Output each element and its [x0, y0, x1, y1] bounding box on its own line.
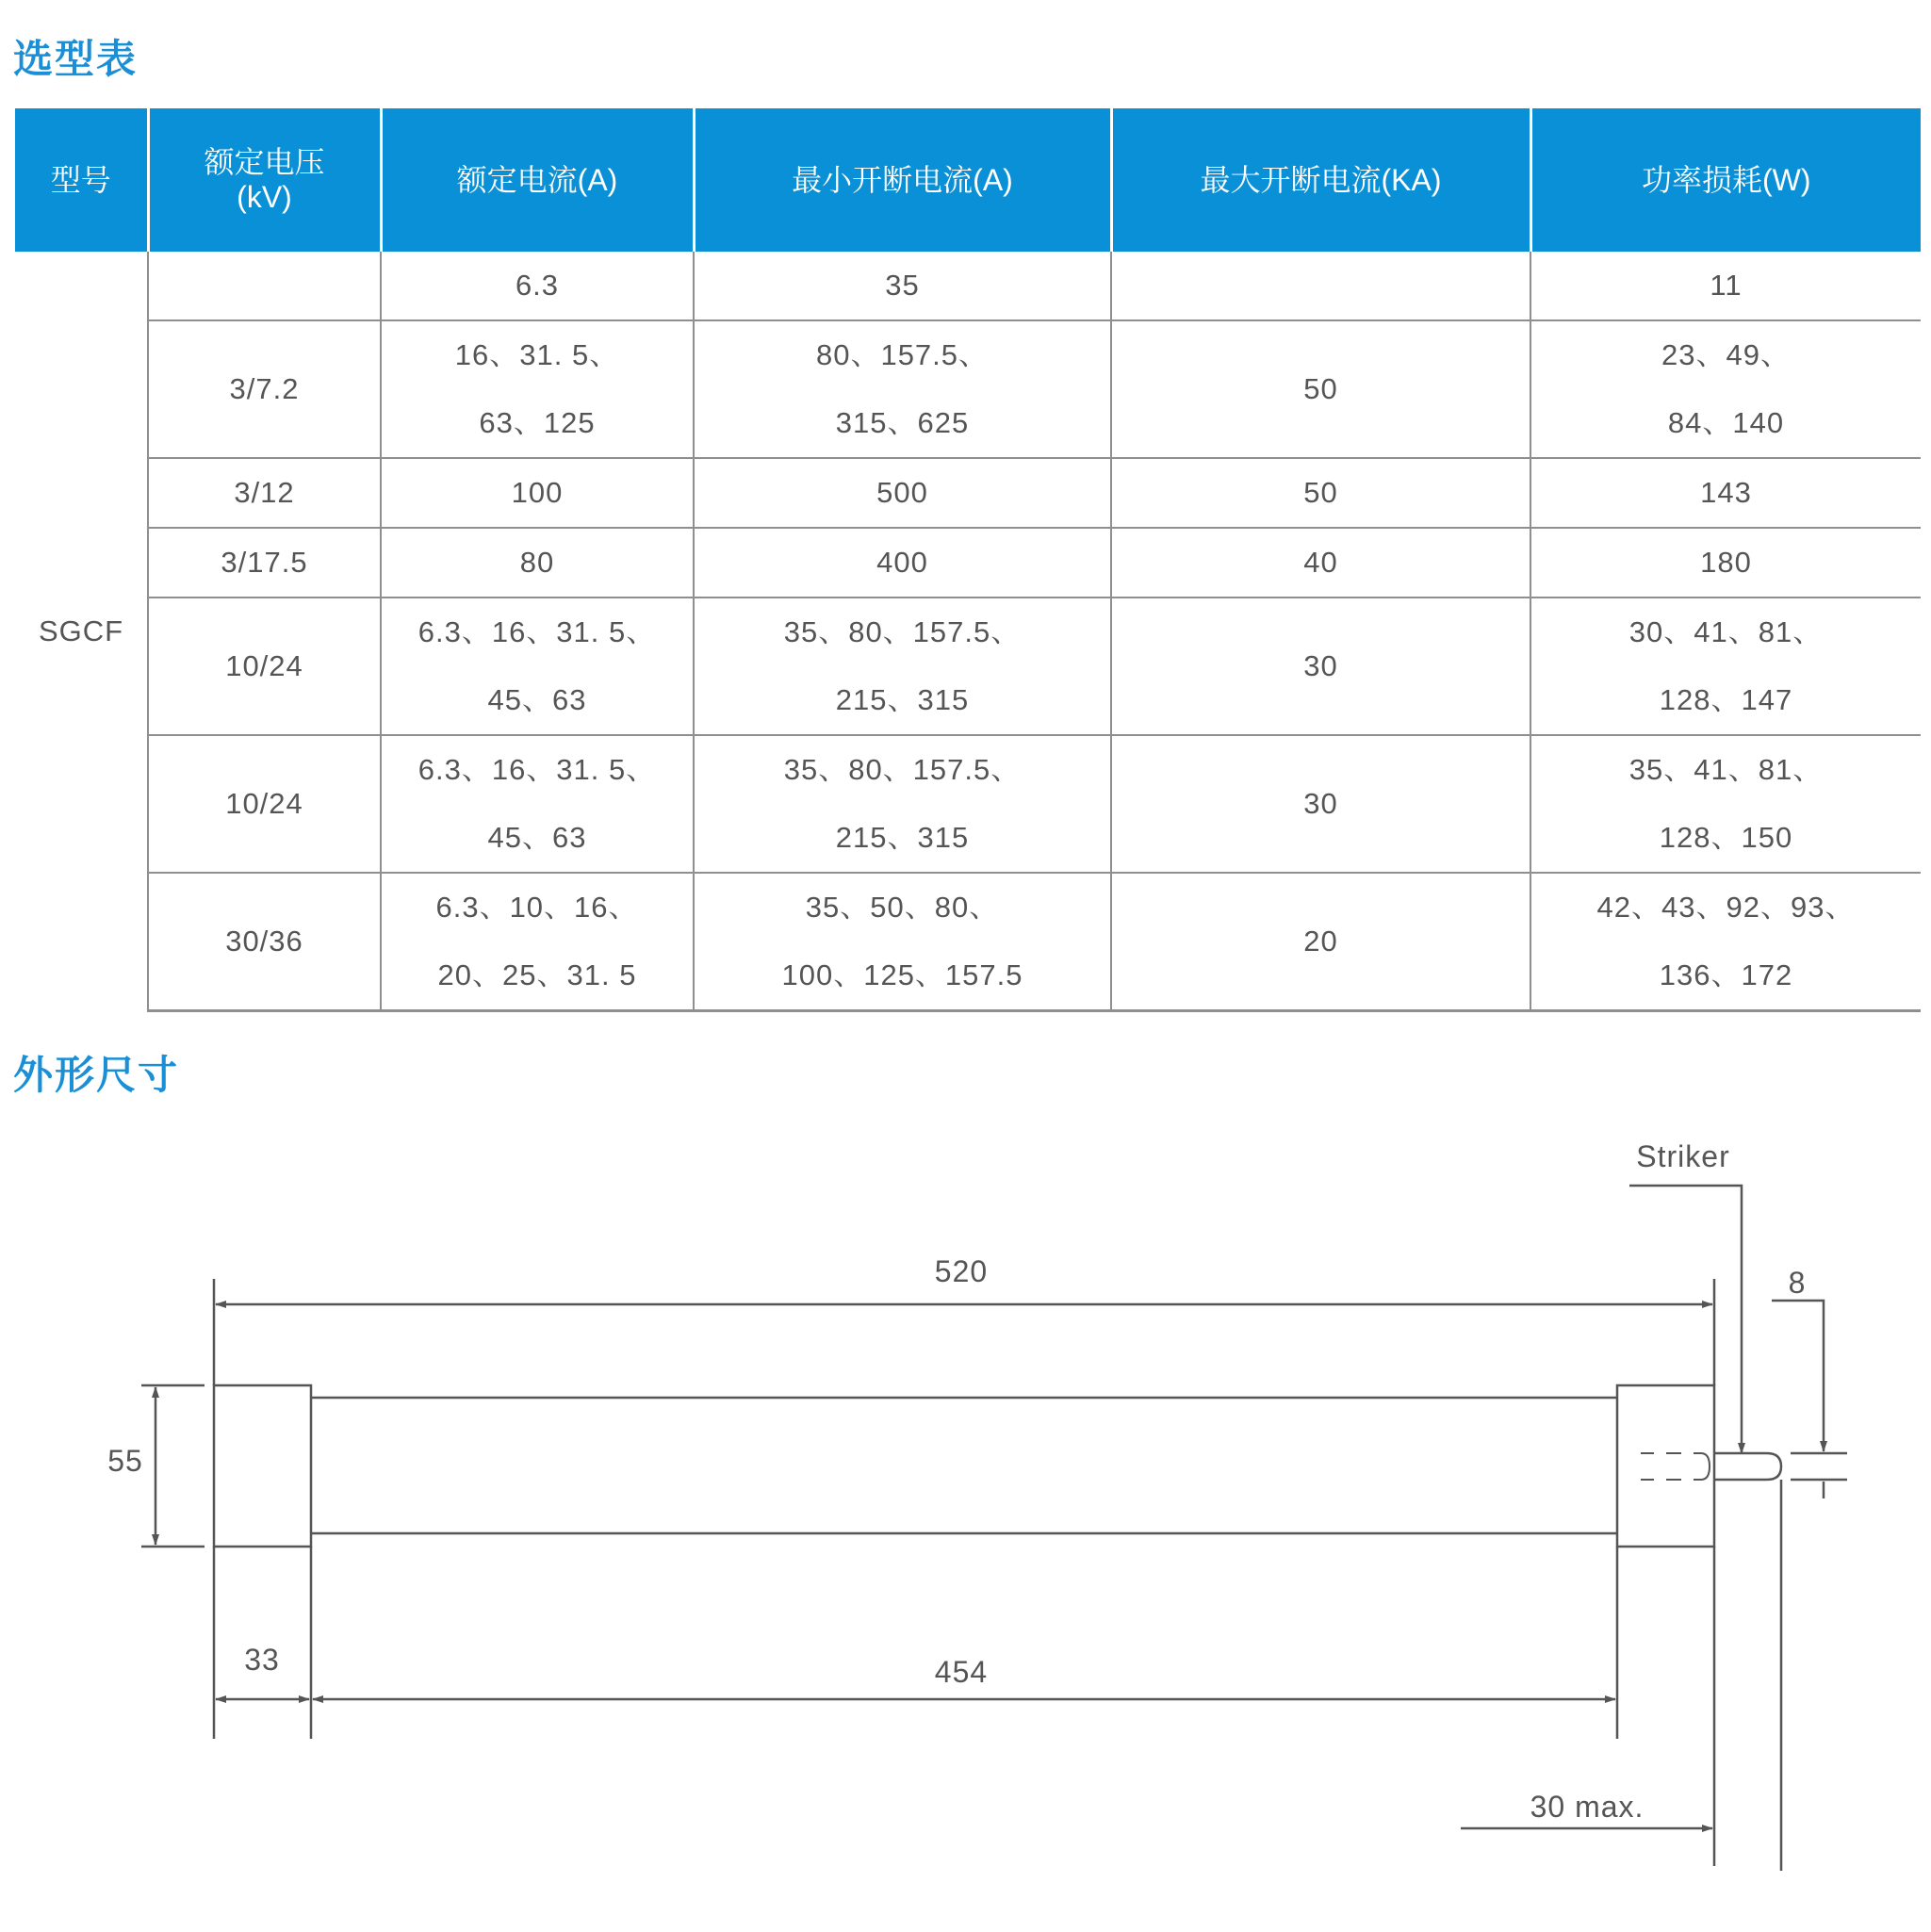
header-rated-voltage-label: 额定电压: [204, 145, 325, 180]
dimensions-title: 外形尺寸: [13, 1052, 180, 1098]
voltage-cell: 30/36: [148, 873, 381, 1011]
cell-line: 6.3、16、31. 5、: [417, 615, 657, 648]
header-min-breaking-current: 最小开断电流(A): [694, 108, 1111, 252]
cell-line: 80: [519, 546, 555, 579]
striker-label: Striker: [1636, 1139, 1730, 1173]
striker-hidden-outline: [1641, 1453, 1710, 1480]
dimension-label-8: 8: [1788, 1266, 1807, 1300]
max-break-cell: 30: [1111, 598, 1530, 735]
cell-line: 84、140: [1667, 406, 1785, 439]
cell-line: 180: [1700, 546, 1752, 579]
cell-line: 23、49、: [1661, 338, 1791, 371]
cell-line: 45、63: [487, 683, 587, 716]
cell-line: 6.3: [515, 269, 560, 302]
header-model: 型号: [15, 108, 148, 252]
header-rated-voltage-unit: (kV): [237, 180, 292, 214]
cell-line: 128、150: [1659, 821, 1793, 854]
dimension-leader-8: [1772, 1301, 1824, 1451]
left-end-cap: [214, 1385, 311, 1547]
max-break-cell: 50: [1111, 458, 1530, 528]
voltage-cell: 3/12: [148, 458, 381, 528]
max-break-cell: 30: [1111, 735, 1530, 873]
header-rated-current: 额定电流(A): [381, 108, 694, 252]
voltage-cell: 10/24: [148, 735, 381, 873]
cell-line: 42、43、92、93、: [1596, 891, 1856, 924]
cell-line: 315、625: [835, 406, 970, 439]
dimension-label-55: 55: [107, 1444, 143, 1478]
max-break-cell: 50: [1111, 320, 1530, 458]
dimension-label-33: 33: [244, 1643, 280, 1677]
cell-line: 100: [511, 476, 564, 509]
cell-line: 45、63: [487, 821, 587, 854]
cell-line: 20、25、31. 5: [437, 958, 637, 991]
cell-line: 128、147: [1659, 683, 1793, 716]
voltage-cell: 3/7.2: [148, 320, 381, 458]
selection-table-title: 选型表: [13, 36, 139, 82]
cell-line: 100、125、157.5: [781, 958, 1023, 991]
striker-pin: [1714, 1453, 1781, 1480]
max-break-cell: 40: [1111, 528, 1530, 598]
cell-line: 16、31. 5、: [454, 338, 620, 371]
dimension-label-454: 454: [934, 1655, 989, 1689]
cell-line: 35、80、157.5、: [783, 615, 1022, 648]
striker-leader-line: [1629, 1186, 1742, 1453]
cell-line: 215、315: [835, 683, 970, 716]
cell-line: 500: [876, 476, 928, 509]
cell-line: 6.3、16、31. 5、: [417, 753, 657, 786]
cell-line: 6.3、10、16、: [435, 891, 639, 924]
cell-line: 30、41、81、: [1628, 615, 1824, 648]
model-cell: SGCF: [15, 252, 148, 1011]
cell-line: 215、315: [835, 821, 970, 854]
header-max-breaking-current: 最大开断电流(KA): [1111, 108, 1530, 252]
cell-line: 80、157.5、: [815, 338, 990, 371]
cell-line: 63、125: [479, 406, 596, 439]
cell-line: 35: [885, 269, 920, 302]
max-break-cell: 20: [1111, 873, 1530, 1011]
cell-line: 136、172: [1659, 958, 1793, 991]
voltage-cell: 3/17.5: [148, 528, 381, 598]
dimension-label-30max: 30 max.: [1530, 1790, 1645, 1824]
cell-line: 35、41、81、: [1628, 753, 1824, 786]
cell-line: 11: [1710, 269, 1743, 302]
voltage-cell: 10/24: [148, 598, 381, 735]
cell-line: 143: [1700, 476, 1752, 509]
header-power-loss: 功率损耗(W): [1530, 108, 1921, 252]
right-end-cap: [1617, 1385, 1714, 1547]
cell-line: 35、50、80、: [805, 891, 1000, 924]
dimension-label-520: 520: [934, 1254, 989, 1288]
cell-line: 35、80、157.5、: [783, 753, 1022, 786]
cell-line: 400: [876, 546, 928, 579]
